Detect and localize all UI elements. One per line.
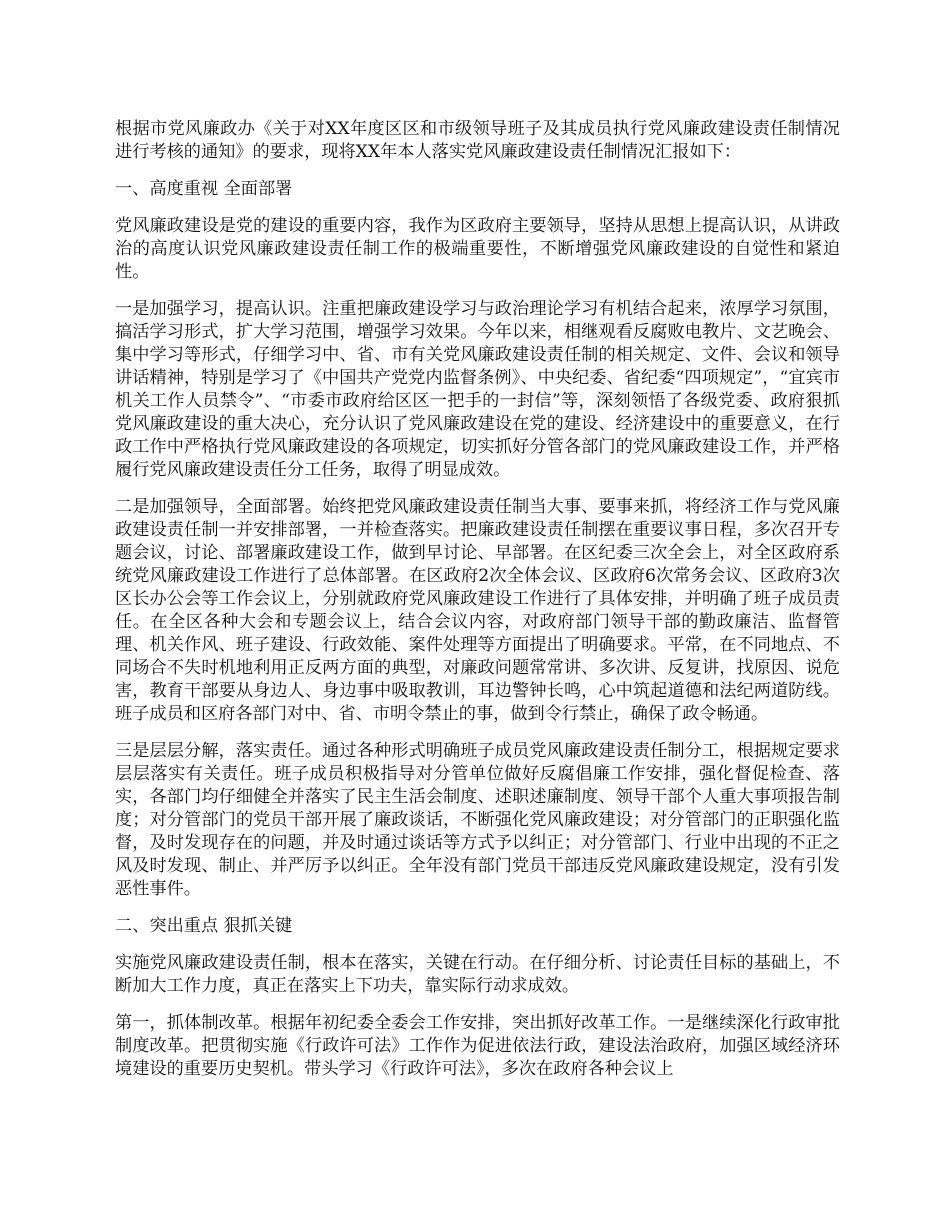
document-body — [115, 118, 840, 1095]
paragraph: 三是层层分解，落实责任。通过各种形式明确班子成员党风廉政建设责任制分工，根据规定要求层层落实有关责任。班子成员积极指导对分管单位做好反腐倡廉工作安排，强化督促检查、落实，各部门均仔细健全并落实了民主生活会制度、述职述廉制度、领导干部个人重大事项报告制度；对分管部门的党员干部开展了廉政谈话，不断强化党风廉政建设；对分管部门的正职强化监督，及时发现存在的问题，并及时通过谈话等方式予以纠正；对分管部门、行业中出现的不正之风及时发现、制止、并严厉予以纠正。全年没有部门党员干部违反党风廉政建设规定，没有引发恶性事件。 — [115, 741, 840, 899]
paragraph: 二是加强领导，全面部署。始终把党风廉政建设责任制当大事、要事来抓，将经济工作与党风廉政建设责任制一并安排部署，一并检查落实。把廉政建设责任制摆在重要议事日程，多次召开专题会议，讨论、部署廉政建设工作，做到早讨论、早部署。在区纪委三次全会上，对全区政府系统党风廉政建设工作进行了总体部署。在区政府2次全体会议、区政府6次常务会议、区政府3次区长办公会等工作会议上，分别就政府党风廉政建设工作进行了具体安排，并明确了班子成员责任。在全区各种大会和专题会议上，结合会议内容，对政府部门领导干部的勤政廉洁、监督管理、机关作风、班子建设、行政效能、案件处理等方面提出了明确要求。平常，在不同地点、不同场合不失时机地利用正反两方面的典型，对廉政问题常常讲、多次讲、反复讲，找原因、说危害，教育干部要从身边人、身边事中吸取教训，耳边警钟长鸣，心中筑起道德和法纪两道防线。班子成员和区府各部门对中、省、市明令禁止的事，做到令行禁止，确保了政令畅通。 — [115, 497, 840, 724]
paragraph: 党风廉政建设是党的建设的重要内容，我作为区政府主要领导，坚持从思想上提高认识，从讲政治的高度认识党风廉政建设责任制工作的极端重要性，不断增强党风廉政建设的自觉性和紧迫性。 — [115, 216, 840, 282]
paragraph: 实施党风廉政建设责任制，根本在落实，关键在行动。在仔细分析、讨论责任目标的基础上，不断加大工作力度，真正在落实上下功夫，靠实际行动求成效。 — [115, 953, 840, 996]
section-heading-1: 一、高度重视 全面部署 — [115, 179, 293, 199]
paragraph: 第一，抓体制改革。根据年初纪委全委会工作安排，突出抓好改革工作。一是继续深化行政审批制度改革。把贯彻实施《行政许可法》工作作为促进依法行政，建设法治政府，加强区域经济环境建设的重要历史契机。带头学习《行政许可法》，多次在政府各种会议上 — [115, 1013, 840, 1079]
section-heading-2: 二、突出重点 狠抓关键 — [115, 916, 293, 936]
paragraph: 一是加强学习，提高认识。注重把廉政建设学习与政治理论学习有机结合起来，浓厚学习氛围，搞活学习形式，扩大学习范围，增强学习效果。今年以来，相继观看反腐败电教片、文艺晚会、集中学习等形式，仔细学习中、省、市有关党风廉政建设责任制的相关规定、文件、会议和领导讲话精神，特别是学习了《中国共产党党内监督条例》、中央纪委、省纪委“四项规定”，“宜宾市机关工作人员禁令”、“市委市政府给区区一把手的一封信”等，深刻领悟了各级党委、政府狠抓党风廉政建设的重大决心，充分认识了党风廉政建设在党的建设、经济建设中的重要意义，在行政工作中严格执行党风廉政建设的各项规定，切实抓好分管各部门的党风廉政建设工作，并严格履行党风廉政建设责任分工任务，取得了明显成效。 — [115, 299, 840, 480]
intro-paragraph: 根据市党风廉政办《关于对XX年度区区和市级领导班子及其成员执行党风廉政建设责任制情况进行考核的通知》的要求，现将XX年本人落实党风廉政建设责任制情况汇报如下： — [115, 119, 840, 162]
